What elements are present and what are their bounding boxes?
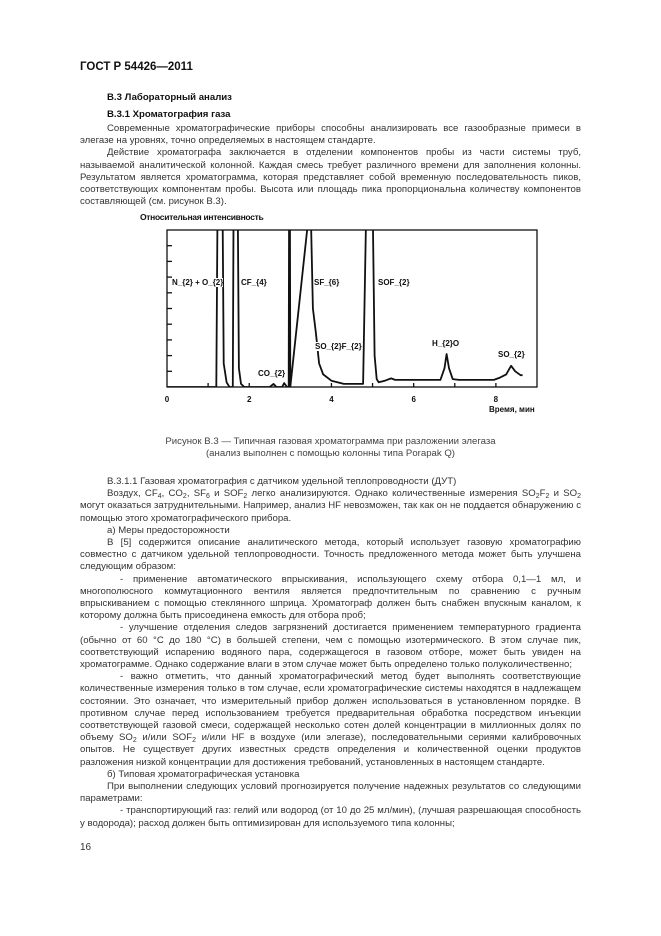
caption-line: (анализ выполнен с помощью колонны типа Porapak Q) xyxy=(205,447,455,459)
peak-label-sf6: SF_{6} xyxy=(314,278,340,287)
chart-xlabel: Время, мин xyxy=(489,405,535,414)
subsection-heading: В.3.1 Хроматография газа xyxy=(107,109,231,120)
paragraph: Современные хроматографические приборы способны анализировать все газообразные примеси в элегазе на уровнях, точно определяемых в настоящем стандарте. xyxy=(80,123,581,147)
section-heading: В.3 Лабораторный анализ xyxy=(107,92,232,103)
peak-label-n2-o2: N_{2} + O_{2} xyxy=(172,278,224,287)
x-tick-label: 8 xyxy=(493,395,499,404)
peak-label-cf4: CF_{4} xyxy=(241,278,267,287)
chromatogram-line xyxy=(167,199,523,387)
item-heading: а) Меры предосторожности xyxy=(107,524,230,536)
item-heading: б) Типовая хроматографическая установка xyxy=(107,768,300,780)
list-item: - применение автоматического впрыскивания, использующего схему отбора 0,1—1 мл, и многополюсного коммутационного вентиля является предпочтительным по сравнению с ручным впрыскиванием с помощью стеклянного шприца. Хроматограф должен быть снабжен впускным каналом, к которому должна быть присоединена емкость для отбора проб; xyxy=(80,573,581,622)
paragraph: Действие хроматографа заключается в отделении компонентов пробы из части системы труб, называемой аналитической колонной. Каждая смесь требует различного времени для заполнения колонны. Результатом является хроматограмма, которая представляет собой временную последовательность пиков, соответствующих компонентам пробы. Высота или площадь пика пропорциональна количеству компонентов составляющей (см. рисунок В.3). xyxy=(80,147,581,208)
body-text xyxy=(80,476,581,830)
page-number: 16 xyxy=(80,842,92,853)
list-item: - важно отметить, что данный хроматографический метод будет выполнять соответствующие количественные измерения только в том случае, если хроматографические системы находятся в надлежащем состоянии. Это означает, что измерительный прибор должен использоваться в установленном порядке. В противном случае перед использованием требуется предварительная обработка посредством инъекции соответствующей газовой смеси, содержащей несколько сотен долей концентрации в миллионных долях по объему $SO_2$ и/или $SOF_2$ и/или HF в воздухе (или элегазе), последовательными сериями калибровочных опытов. Не существует других известных средств определения и количественной оценки продуктов разложения низкой концентрации для достижения требований, установленных в настоящем стандарте. xyxy=(80,671,581,768)
document-header: ГОСТ Р 54426—2011 xyxy=(80,61,193,73)
chart-ylabel: Относительная интенсивность xyxy=(140,212,264,222)
peak-label-sof2: SOF_{2} xyxy=(378,278,410,287)
peak-label-so2: SO_{2} xyxy=(498,350,525,359)
peak-label-so2f2: SO_{2}F_{2} xyxy=(315,342,362,351)
caption-line: Рисунок В.3 — Типичная газовая хроматограмма при разложении элегаза xyxy=(165,436,496,447)
paragraph: При выполнении следующих условий прогнозируется получение надежных результатов со следующими параметрами: xyxy=(80,781,581,805)
x-tick-label: 2 xyxy=(246,395,252,404)
peak-label-h2o: H_{2}O xyxy=(432,339,460,348)
paragraph: Воздух, $CF_4$, $CO_2$, $SF_6$ и $SOF_2$ легко анализируются. Однако количественные измерения $SO_2F_2$ и $SO_2$ могут оказаться затруднительными. Например, анализ HF невозможен, так как он не поддается обнаружению с помощью этого хроматографического прибора. xyxy=(80,488,581,524)
list-item: - транспортирующий газ: гелий или водород (от 10 до 25 мл/мин), (лучшая разрешающая способность у водорода); расход должен быть оптимизирован для используемого типа колонны; xyxy=(80,805,581,829)
x-tick-label: 6 xyxy=(411,395,416,404)
x-tick-label: 4 xyxy=(329,395,334,404)
list-item: - улучшение отделения следов загрязнений достигается применением температурного градиента (обычно от 60 °С до 180 °С) в большей степени, чем с помощью изотермического. В этом случае пик, соответствующий испарению водяного пара, содержащегося в газовом отборе, может быть увиден на хроматограмме. Однако содержание влаги в этом случае может быть определено только полуколичественно; xyxy=(80,622,581,671)
paragraph: В [5] содержится описание аналитического метода, который использует газовую хроматографию совместно с датчиком удельной теплопроводности. Точность предложенного метода может быть улучшена следующим образом: xyxy=(80,537,581,573)
figure-caption xyxy=(80,436,581,459)
peak-label-co2: CO_{2} xyxy=(258,369,286,378)
x-tick-label: 0 xyxy=(164,395,170,404)
clause-heading: В.3.1.1 Газовая хроматография с датчиком удельной теплопроводности (ДУТ) xyxy=(107,476,457,487)
